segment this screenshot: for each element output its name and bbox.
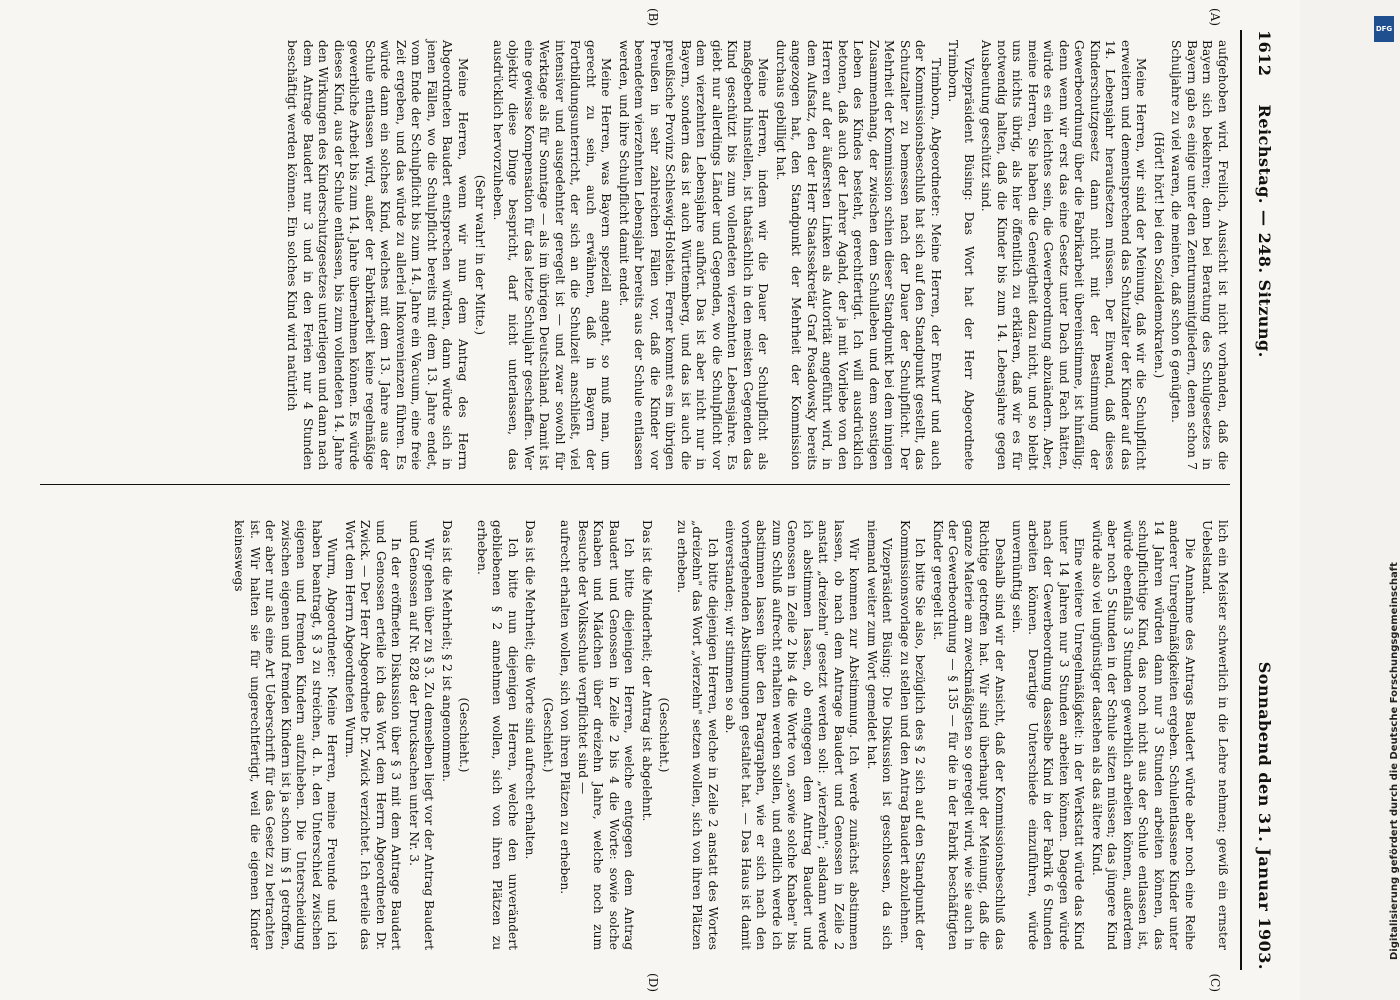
left-column xyxy=(40,40,1230,470)
paragraph: Ich bitte nun diejenigen Herren, welche den unverändert gebliebenen § 2 annehmen wollen, sich von ihren Plätzen zu erheben. xyxy=(475,520,520,950)
page-number: 1612 xyxy=(1255,30,1275,77)
column-divider xyxy=(40,484,1230,485)
paragraph: Meine Herren, indem wir die Dauer der Schulpflicht als maßgebend hinstellen, ist thatsächlich in den meisten Gegenden das Kind geschützt bis zum vollendeten vierzehnten Lebensjahre. Es giebt nur allerdings Länder und Gegenden, wo die Schulpflicht vor dem vierzehnten Lebensjahre aufhört. Das ist aber nicht nur in Bayern, sondern das ist auch Württemberg, und das ist auch die preußische Provinz Schleswig-Holstein. Ferner kommt es im übrigen Preußen in sehr zahlreichen Fällen vor, daß die Kinder vor beendetem vierzehnten Lebensjahr bereits aus der Schule entlassen werden, und ihre Schulpflicht damit endet. xyxy=(617,40,771,470)
margin-marker-b: (B) xyxy=(646,8,660,27)
paragraph: Das ist die Minderheit; der Antrag ist abgelehnt. xyxy=(640,520,654,822)
paragraph: Meine Herren, wenn wir nun dem Antrag des Herrn Abgeordneten Baudert entsprechen würden, dann würde sich in jenen Fällen, wo die Schulpflicht bereits mit dem 13. Jahre endet, vom Ende der Schulpflicht bis zum 14. Jahre ein Vacuum, eine freie Zeit ergeben, und das würde zu allerlei Inkonvenienzen führen. Es würde dann ein solches Kind, welches mit dem 13. Jahre aus der Schule entlassen wird, außer der Fabrikarbeit keine regelmäßige gewerbliche Arbeit bis zum 14. Jahre übernehmen können. Es würde dieses Kind, aus der Schule entlassen, bis zum vollendeten 14. Jahre den Wirkungen des Kinderschutzgesetzes unterliegen und dann nach dem Antrage Baudert nur 3 und in den Ferien nur 4 Stunden beschäftigt werden können. Ein solches Kind wird natürlich xyxy=(285,40,470,470)
paragraph: Ich bitte Sie also, bezüglich des § 2 sich auf den Standpunkt der Kommissionsvorlage zu stellen und den Antrag Baudert abzulehnen. xyxy=(898,520,928,950)
paragraph: (Sehr wahr! in der Mitte.) xyxy=(473,174,488,336)
header-title: Reichstag. — 248. Sitzung. xyxy=(1255,104,1275,358)
dfg-logo: DFG xyxy=(1374,16,1394,42)
margin-marker-a: (A) xyxy=(1208,8,1222,27)
paragraph: (Hört! hört! bei den Sozialdemokraten.) xyxy=(1152,131,1166,379)
paragraph: Vizepräsident Büsing: Das Wort hat der Herr Abgeordnete Trimborn. xyxy=(946,40,976,470)
paragraph: Meine Herren, wir sind der Meinung, daß wir die Schulpflicht erweitern und dementsprechend das Schutzalter der Kinder auf das 14. Lebensjahr heraufsetzen müssen. Der Einwand, daß dieses Kinderschutzgesetz dann nicht mit der Bestimmung der Gewerbeordnung über die Fabrikarbeit übereinstimme, ist hinfällig; denn wenn wir erst das eine Gesetz unter Dach und Fach hätten, würde es ein leichtes sein, die Gewerbeordnung abzuändern. Aber, meine Herren, Sie haben die Geneigtheit dazu nicht, und so bleibt uns nichts übrig, als hier öffentlich zu erklären, daß wir es für notwendig halten, daß die Kinder bis zum 14. Lebensjahre gegen Ausbeutung geschützt sind. xyxy=(979,40,1149,470)
digitization-note-text: Digitalisierung gefördert durch die Deutsche Forschungsgemeinschaft xyxy=(1389,562,1400,960)
paragraph: Wir kommen zur Abstimmung. Ich werde zunächst abstimmen lassen, ob nach dem Antrage Baudert und Genossen in Zeile 2 anstatt „dreizehn" gesetzt werden soll: „vierzehn"; alsdann werde ich abstimmen lassen, ob entgegen dem Antrag Baudert und Genossen in Zeile 2 bis 4 die Worte von „sowie solche Knaben" bis zum Schluß aufrecht erhalten werden sollen, und endlich werde ich abstimmen lassen über den Paragraphen, wie er sich nach den vorhergehenden Abstimmungen gestaltet hat. — Das Haus ist damit einverstanden; wir stimmen so ab. xyxy=(723,520,862,950)
margin-marker-c: (C) xyxy=(1208,973,1222,992)
paragraph: Trimborn, Abgeordneter: Meine Herren, der Entwurf und auch der Kommissionsbeschluß hat sich auf den Standpunkt gestellt, das Schutzalter zu bemessen nach der Dauer der Schulpflicht. Der Mehrheit der Kommission schien dieser Standpunkt bei dem innigen Zusammenhang, der zwischen dem Schulleben und dem sonstigen Leben des Kindes besteht, gerechtfertigt. Ich will ausdrücklich betonen, daß auch der Lehrer Agahd, der ja mit Vorliebe von den Herren auf der äußersten Linken als Autorität angeführt wird, in dem Aufsatz, den der Herr Staatssekretär Graf Posadowsky bereits angezogen hat, den Standpunkt der Mehrheit der Kommission durchaus gebilligt hat. xyxy=(774,40,943,470)
paragraph: aufrecht erhalten wollen, sich von ihren Plätzen zu erheben. xyxy=(558,520,573,895)
paragraph: Meine Herren, was Bayern speziell angeht, so muß man, um gerecht zu sein, auch erwähnen, daß in Bayern der Fortbildungsunterricht, der sich an die Schulzeit anschließt, viel intensiver und ausgedehnter geregelt ist — und zwar sowohl für Werktage als für Sonntage — als im übrigen Deutschland. Damit ist eine gewisse Kompensation für das letzte Schuljahr geschaffen. Wer objektiv diese Dinge bespricht, darf nicht unterlassen, das ausdrücklich hervorzuheben. xyxy=(491,40,614,470)
page-header xyxy=(1248,30,1282,970)
paragraph: Die Annahme des Antrags Baudert würde aber noch eine Reihe anderer Unregelmäßigkeiten ergeben. Schulentlassene Kinder unter 14 Jahren würden dann nur 3 Stunden arbeiten können, das schulpflichtige Kind, das noch nicht aus der Schule entlassen ist, würde ebenfalls 3 Stunden gewerblich arbeiten können, außerdem aber noch 5 Stunden in der Schule sitzen müssen; das jüngere Kind würde also viel ungünstiger dastehen als das ältere Kind. xyxy=(1090,520,1197,950)
paragraph: Ich bitte diejenigen Herren, welche entgegen dem Antrag Baudert und Genossen in Zeile 2 bis 4 die Worte: sowie solche Knaben und Mädchen über dreizehn Jahre, welche noch zum Besuche der Volksschule verpflichtet sind — xyxy=(576,520,637,950)
paragraph: Deshalb sind wir der Ansicht, daß der Kommissionsbeschluß das Richtige getroffen hat. Wir sind überhaupt der Meinung, daß die ganze Materie am zweckmäßigsten so geregelt wird, wie sie auch in der Gewerbeordnung — § 135 — für die in der Fabrik beschäftigten Kinder geregelt ist. xyxy=(931,520,1007,950)
paragraph: Das ist die Mehrheit; die Worte sind aufrecht erhalten. xyxy=(523,520,538,860)
header-rule xyxy=(1240,30,1242,970)
paragraph: Ich bitte diejenigen Herren, welche in Zeile 2 anstatt des Wortes „dreizehn" das Wort „vierzehn" setzen wollen, sich von ihren Plätzen zu erheben. xyxy=(675,520,720,950)
paragraph: (Geschieht.) xyxy=(541,697,555,773)
paragraph: Vizepräsident Büsing: Die Diskussion ist geschlossen, da sich niemand weiter zum Wort gemeldet hat. xyxy=(865,520,895,950)
margin-marker-d: (D) xyxy=(646,973,660,992)
paragraph: Wir gehen über zu § 3. Zu demselben liegt vor der Antrag Baudert und Genossen auf Nr. 828 der Drucksachen unter Nr. 3. xyxy=(407,520,437,950)
paragraph: Wurm, Abgeordneter: Meine Herren, meine Freunde und ich haben beantragt, § 3 zu streichen, d. h. den Unterschied zwischen eigenen und fremden Kindern aufzuheben. Die Unterscheidung zwischen eigenen und fremden Kindern ist ja schon im § 1 getroffen, der aber nur als eine Art Ueberschrift für das Gesetz zu betrachten ist. Wir halten sie für ungerechtfertigt, weil die eigenen Kinder keineswegs xyxy=(232,520,340,950)
paragraph: Eine weitere Unregelmäßigkeit: in der Werkstatt würde das Kind unter 14 Jahren nur 3 Stunden arbeiten können. Dagegen würde nach der Gewerbeordnung dasselbe Kind in der Fabrik 6 Stunden arbeiten können. Derartige Unterschiede einzuführen, würde unvernünftig sein. xyxy=(1010,520,1087,950)
paragraph: lich ein Meister schwerlich in die Lehre nehmen; gewiß ein ernster Uebelstand. xyxy=(1200,520,1230,950)
digitization-note xyxy=(1375,20,1400,980)
paragraph: aufgehoben wird. Freilich, Aussicht ist nicht vorhanden, daß die Bayern sich bekehren; denn bei Beratung des Schulgesetzes in Bayern gab es einige unter den Zentrumsmitgliedern, denen schon 7 Schuljahre zu viel waren, die meinten, daß schon 6 genügten. xyxy=(1169,40,1230,470)
paragraph: In der eröffneten Diskussion über § 3 mit dem Antrage Baudert und Genossen erteile ich das Wort dem Herrn Abgeordneten Dr. Zwick. — Der Herr Abgeordnete Dr. Zwick verzichtet. Ich erteile das Wort dem Herrn Abgeordneten Wurm. xyxy=(343,520,404,950)
header-date: Sonnabend den 31. Januar 1903. xyxy=(1255,661,1275,970)
paragraph: Das ist die Mehrheit; § 2 ist angenommen. xyxy=(440,520,454,782)
paragraph: (Geschieht.) xyxy=(457,697,472,773)
right-column xyxy=(40,520,1230,950)
paragraph: (Geschieht.) xyxy=(657,697,672,773)
